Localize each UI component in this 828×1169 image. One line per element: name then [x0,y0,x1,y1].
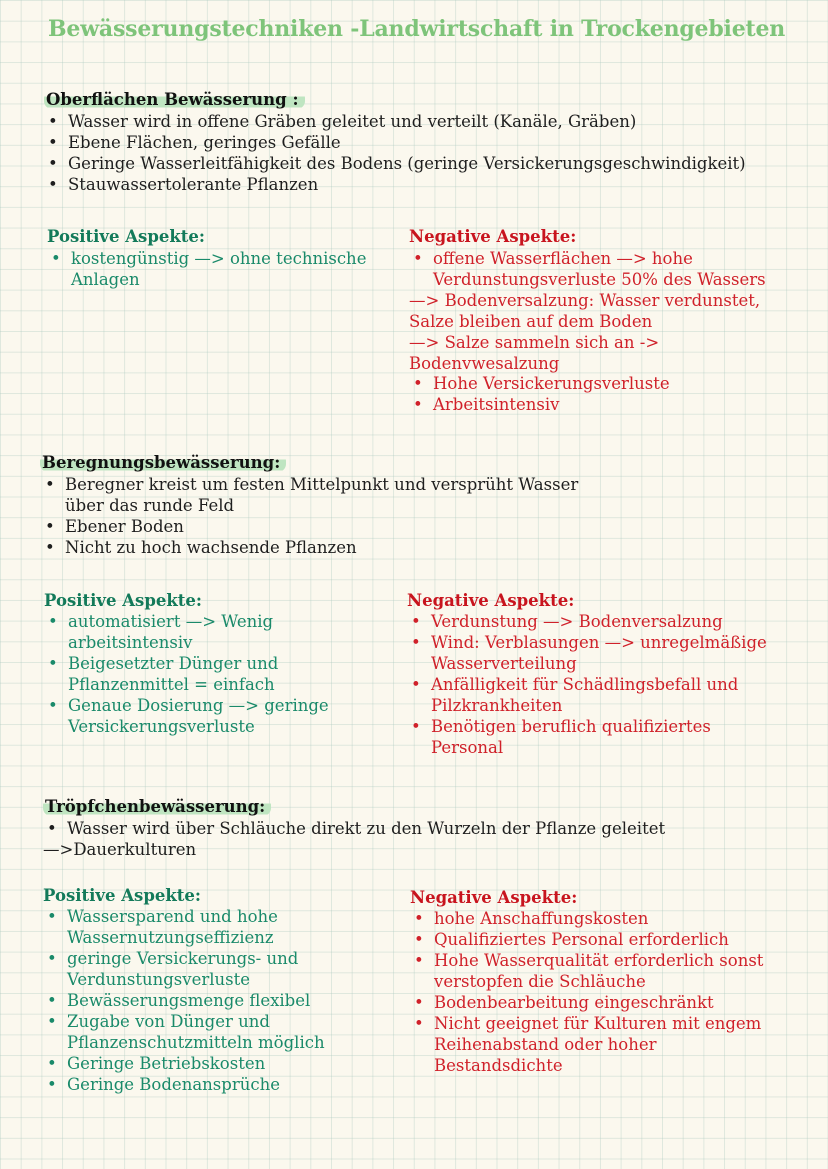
list-item: • Geringe Bodenansprüche [43,1074,373,1095]
negative-aspects-title: Negative Aspekte: [409,227,577,246]
section-bullets-troepfchen [43,818,813,839]
section-heading-label: Tröpfchenbewässerung: [43,797,271,816]
list-item: • Benötigen beruflich qualifiziertes Personal [407,716,787,758]
negative-aspects-list [407,611,787,758]
list-item: • hohe Anschaffungskosten [410,908,770,929]
note-line: —> Salze sammeln sich an -> Bodenvwesalzung [409,333,660,373]
list-item: • Beigesetzter Dünger und Pflanzenmittel = einfach [44,653,344,695]
section-heading-beregnung [40,453,286,472]
negative-aspects-note [409,290,794,374]
negative-aspects-list-continued [409,373,789,415]
section-note: —>Dauerkulturen [43,840,197,859]
list-item: • Ebene Flächen, geringes Gefälle [44,132,814,153]
negative-aspects-title: Negative Aspekte: [407,591,575,610]
list-item: • Beregner kreist um festen Mittelpunkt und versprüht Wasser über das runde Feld [41,474,611,516]
list-item: • Wassersparend und hohe Wassernutzungseffizienz [43,906,373,948]
list-item: • Ebener Boden [41,516,611,537]
list-item: • Bewässerungsmenge flexibel [43,990,373,1011]
positive-aspects-list [43,906,373,1095]
positive-aspects-list [44,611,344,737]
list-item: • Nicht geeignet für Kulturen mit engem Reihenabstand oder hoher Bestandsdichte [410,1013,770,1076]
list-item: • Nicht zu hoch wachsende Pflanzen [41,537,611,558]
list-item: • Arbeitsintensiv [409,394,789,415]
section-heading-label: Oberflächen Bewässerung : [44,90,305,109]
list-item: • Verdunstung —> Bodenversalzung [407,611,787,632]
list-item: • Wasser wird in offene Gräben geleitet und verteilt (Kanäle, Gräben) [44,111,814,132]
list-item: • Geringe Wasserleitfähigkeit des Bodens (geringe Versickerungsgeschwindigkeit) [44,153,814,174]
positive-aspects-title: Positive Aspekte: [44,591,203,610]
negative-aspects-title: Negative Aspekte: [410,888,578,907]
section-bullets-beregnung [41,474,611,558]
list-item: • Qualifiziertes Personal erforderlich [410,929,770,950]
list-item: • Bodenbearbeitung eingeschränkt [410,992,770,1013]
list-item: • Geringe Betriebskosten [43,1053,373,1074]
list-item: • kostengünstig —> ohne technische Anlagen [47,248,377,290]
note-line: —> Bodenversalzung: Wasser verdunstet, Salze bleiben auf dem Boden [409,291,761,331]
section-heading-oberflaechen [44,90,305,109]
negative-aspects-list [410,908,770,1076]
section-heading-troepfchen [43,797,271,816]
list-item: • Zugabe von Dünger und Pflanzenschutzmitteln möglich [43,1011,373,1053]
section-bullets-oberflaechen [44,111,814,195]
list-item: • Hohe Versickerungsverluste [409,373,789,394]
section-heading-label: Beregnungsbewässerung: [40,453,286,472]
list-item: • Anfälligkeit für Schädlingsbefall und Pilzkrankheiten [407,674,787,716]
list-item: • Genaue Dosierung —> geringe Versickerungsverluste [44,695,344,737]
list-item: • offene Wasserflächen —> hohe Verdunstungsverluste 50% des Wassers [409,248,789,290]
list-item: • automatisiert —> Wenig arbeitsintensiv [44,611,344,653]
page-title: Bewässerungstechniken -Landwirtschaft in Trockengebieten [48,16,786,42]
negative-aspects-list [409,248,789,290]
positive-aspects-title: Positive Aspekte: [43,886,202,905]
list-item: • Wind: Verblasungen —> unregelmäßige Wasserverteilung [407,632,787,674]
list-item: • Stauwassertolerante Pflanzen [44,174,814,195]
positive-aspects-title: Positive Aspekte: [47,227,206,246]
list-item: • geringe Versickerungs- und Verdunstungsverluste [43,948,373,990]
positive-aspects-list [47,248,377,290]
list-item: • Hohe Wasserqualität erforderlich sonst verstopfen die Schläuche [410,950,770,992]
list-item: • Wasser wird über Schläuche direkt zu den Wurzeln der Pflanze geleitet [43,818,813,839]
